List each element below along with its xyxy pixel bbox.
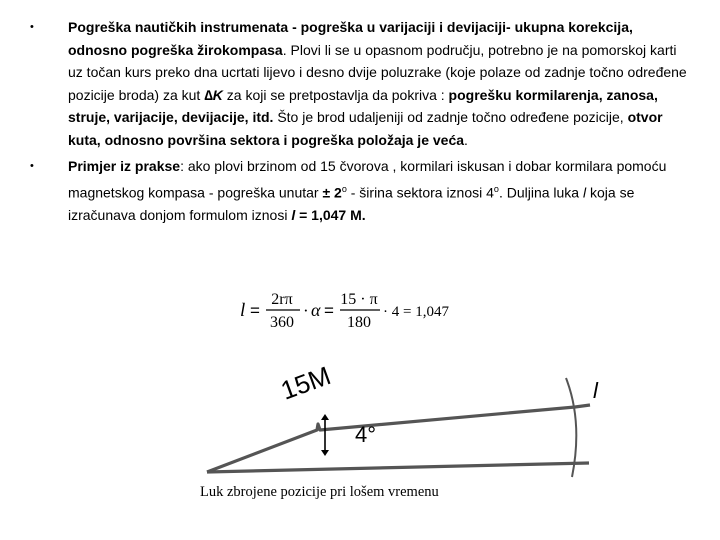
text-run: .	[464, 131, 468, 148]
lower-ray	[207, 463, 589, 472]
text-run: ∆K	[204, 86, 223, 103]
bullet-item	[30, 155, 690, 226]
bullet-list	[30, 16, 690, 226]
figure-caption: Luk zbrojene pozicije pri lošem vremenu	[200, 484, 439, 500]
text-run: - širina sektora iznosi 4	[346, 184, 494, 201]
formula-frac2-den: 180	[347, 314, 371, 331]
text-run: . Plovi li se u opasnom području, potrebno je na pomorskoj karti uz točan kurs preko dna ucrtati lijevo i desno dvije poluzrake (koje polaze od zadnje točno određene pozicije broda) za kut	[68, 41, 687, 103]
text-run: . Duljina luka	[498, 184, 583, 201]
formula-frac1-num: 2rπ	[271, 291, 293, 308]
sector-diagram	[205, 360, 615, 480]
arc-length-formula	[240, 285, 450, 335]
text-run: l	[291, 206, 296, 223]
text-run: ± 2	[322, 184, 342, 201]
bullet-marker: •	[30, 21, 34, 33]
formula-equals-2: =	[324, 301, 334, 320]
formula-tail: · 4 = 1,047	[383, 304, 449, 320]
formula-frac1-den: 360	[270, 314, 294, 331]
formula-alpha: α	[311, 300, 321, 320]
text-run: koja se izračunava donjom formulom iznosi	[68, 184, 635, 223]
distance-label: 15M	[276, 360, 335, 406]
bullet-item	[30, 16, 690, 151]
text-run: l	[582, 184, 587, 201]
formula-dot: ·	[303, 301, 309, 320]
upper-ray	[207, 405, 590, 472]
text-run: pogrešku kormilarenja, zanosa, struje, varijacije, devijacije, itd.	[68, 86, 658, 125]
text-run: za koji se pretpostavlja da pokriva :	[222, 86, 449, 103]
text-run: otvor kuta, odnosno površina sektora i pogreška položaja je veća	[68, 109, 663, 148]
angle-label: 4°	[355, 422, 377, 447]
bullet-marker: •	[30, 160, 34, 172]
text-run: Što je brod udaljeniji od zadnje točno određene pozicije,	[273, 109, 628, 125]
angle-marker-bottom-arrow	[321, 450, 329, 456]
formula-equals: =	[250, 301, 260, 320]
text-run: Pogreška nautičkih instrumenata - pogreška u varijaciji i devijaciji- ukupna korekcija, odnosno pogreška žirokompasa	[68, 19, 633, 58]
text-run: o	[493, 183, 499, 194]
text-run: o	[341, 183, 347, 194]
text-run: Primjer iz prakse	[68, 158, 181, 174]
formula-frac2-num: 15 · π	[340, 291, 378, 308]
arc-length-label: l	[593, 378, 598, 403]
formula-lhs: l	[240, 300, 246, 321]
text-run: = 1,047 M.	[295, 206, 366, 223]
angle-marker-top-arrow	[321, 414, 329, 420]
text-run: : ako plovi brzinom od 15 čvorova , kormilari iskusan i dobar kormilara pomoću magnetskog kompasa - pogreška unutar	[68, 158, 667, 201]
